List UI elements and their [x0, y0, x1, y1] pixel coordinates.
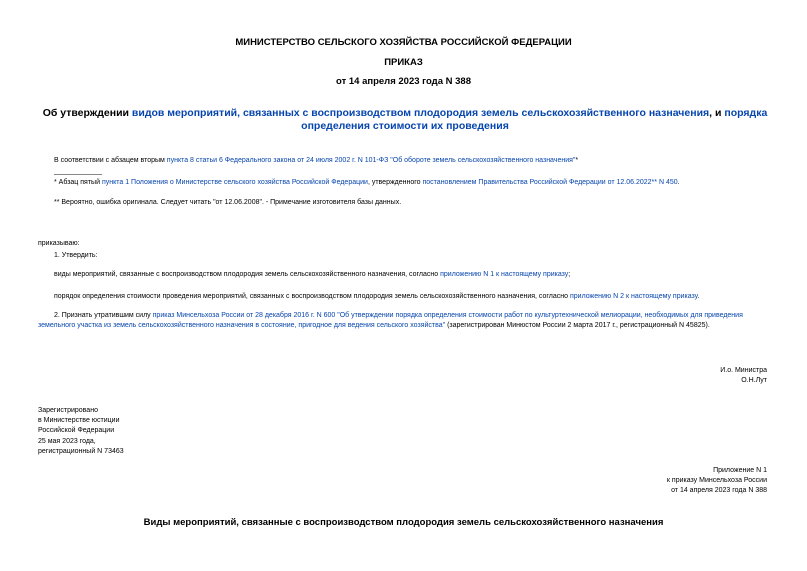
title-link-kinds[interactable]: видов мероприятий, связанных с воспроизводством плодородия земель сельскохозяйственного назначения — [131, 107, 710, 119]
item-1: 1. Утвердить: — [54, 252, 98, 259]
appendix-line-2: к приказу Минсельхоза России — [666, 477, 767, 485]
appendix-line-1: Приложение N 1 — [713, 467, 767, 474]
signature-name: О.Н.Лут — [741, 377, 767, 384]
item-1a-text-1: виды мероприятий, связанные с воспроизводством плодородия земель сельскохозяйственного назначения, согласно — [54, 271, 441, 278]
footnote-1-text-3: . — [677, 179, 680, 186]
title-text-2: , и — [709, 107, 725, 119]
preamble — [54, 156, 774, 166]
registration-line-1: Зарегистрировано — [38, 407, 98, 414]
appendix-block — [667, 466, 767, 497]
preamble-law-link[interactable]: пункта 8 статьи 6 Федерального закона от 24 июля 2002 г. N 101-ФЗ "Об обороте земель сельскохозяйственного назначения" — [166, 157, 576, 164]
signature-position: И.о. Министра — [720, 367, 767, 374]
repealed-order-link[interactable]: приказ Минсельхоза России от 28 декабря 2016 г. N 600 "Об утверждении порядка определения стоимости работ по культуртехнической мелиорации, необходимых для приведения земельного участка из земель сельскохозяйственного назначения в состояние, пригодное для ведения сельского хозяйства" — [38, 312, 743, 329]
order-word: приказываю: — [38, 240, 80, 247]
appendix-title: Виды мероприятий, связанные с воспроизводством плодородия земель сельскохозяйственного назначения — [143, 517, 664, 528]
document-type: ПРИКАЗ — [384, 57, 423, 68]
preamble-text-1: В соответствии с абзацем вторым — [54, 157, 167, 164]
appendix-2-link[interactable]: приложению N 2 к настоящему приказу — [569, 293, 698, 300]
item-1a — [54, 270, 774, 280]
item-1b — [54, 292, 774, 302]
registration-line-5: регистрационный N 73463 — [38, 447, 124, 455]
signature-block — [720, 366, 767, 386]
registration-line-3: Российской Федерации — [38, 427, 115, 435]
title-text-1: Об утверждении — [42, 107, 132, 119]
registration-line-2: в Министерстве юстиции — [38, 417, 120, 425]
document-title — [30, 107, 780, 133]
appendix-1-link[interactable]: приложению N 1 к настоящему приказу — [440, 271, 569, 278]
footnote-1-text-2: , утвержденного — [367, 179, 423, 186]
item-2-text-1: 2. Признать утратившим силу — [54, 312, 153, 319]
registration-line-4: 25 мая 2023 года, — [38, 437, 96, 445]
footnote-1 — [54, 178, 774, 188]
registration-block — [38, 406, 124, 457]
item-2-text-2: (зарегистрирован Минюстом России 2 марта 2017 г., регистрационный N 45825). — [445, 322, 710, 329]
item-1b-text-1: порядок определения стоимости проведения мероприятий, связанных с воспроизводством плодородия земель сельскохозяйственного назначения, согласно — [54, 293, 570, 300]
document-date: от 14 апреля 2023 года N 388 — [336, 76, 471, 87]
footnote-1-decree-link[interactable]: постановлением Правительства Российской Федерации от 12.06.2022** N 450 — [422, 179, 678, 186]
footnote-1-text-1: * Абзац пятый — [54, 179, 102, 186]
ministry-heading: МИНИСТЕРСТВО СЕЛЬСКОГО ХОЗЯЙСТВА РОССИЙСКОЙ ФЕДЕРАЦИИ — [235, 37, 572, 48]
title-link-procedure[interactable]: порядка определения стоимости их проведения — [301, 107, 768, 132]
footnote-1-regulation-link[interactable]: пункта 1 Положения о Министерстве сельского хозяйства Российской Федерации — [101, 179, 368, 186]
appendix-line-3: от 14 апреля 2023 года N 388 — [671, 487, 767, 495]
footnote-2: ** Вероятно, ошибка оригинала. Следует читать "от 12.06.2008". - Примечание изготовителя базы данных. — [54, 199, 402, 206]
item-1b-text-2: . — [697, 293, 700, 300]
item-1a-text-2: ; — [568, 271, 571, 278]
preamble-text-2: * — [575, 157, 579, 164]
footnote-divider — [54, 174, 102, 175]
item-2 — [38, 311, 768, 331]
